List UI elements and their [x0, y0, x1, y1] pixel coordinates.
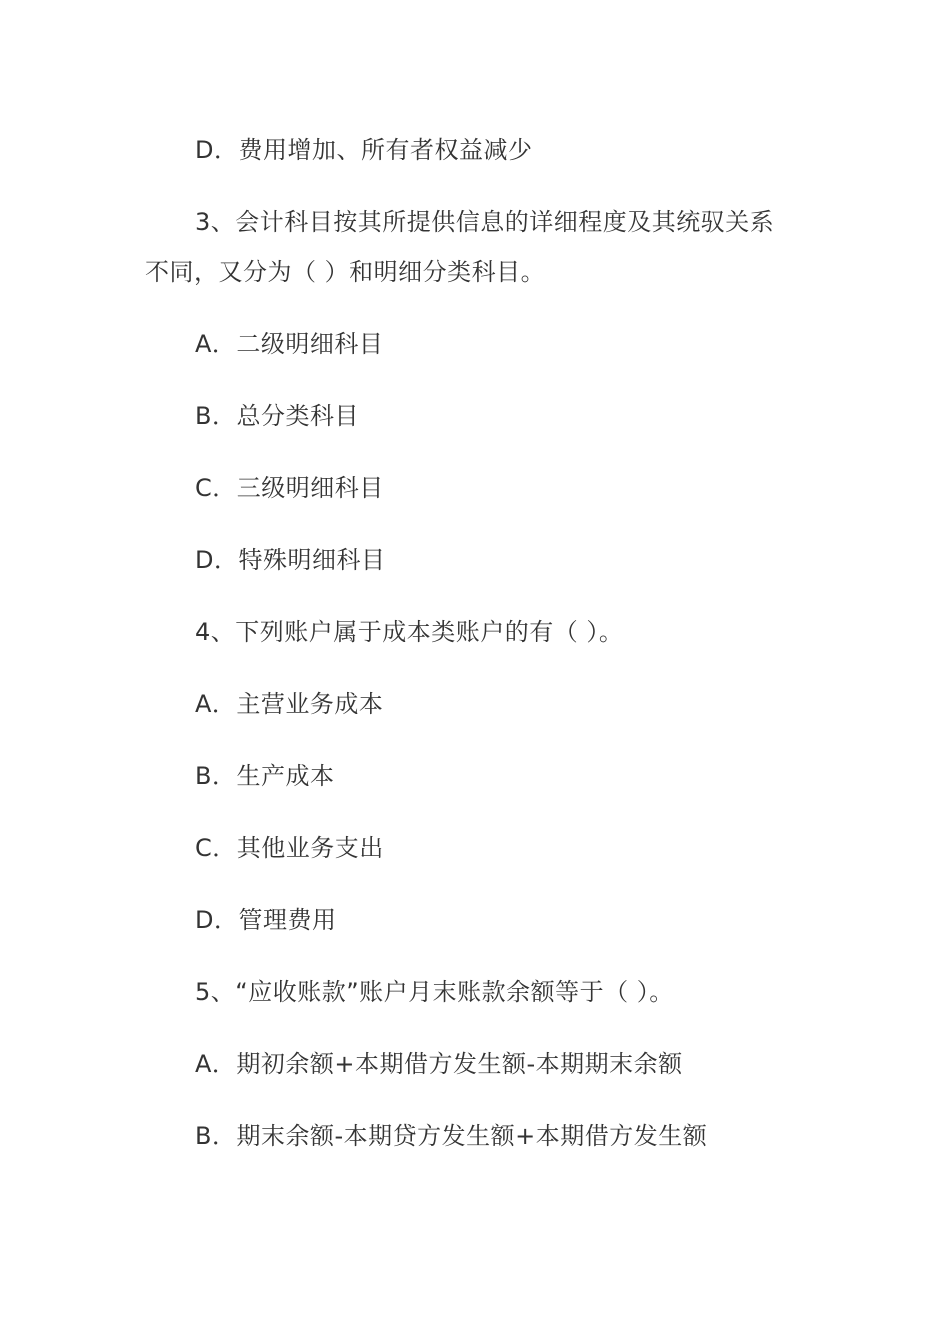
question-4: 4、下列账户属于成本类账户的有（ ）。 — [195, 618, 624, 646]
option-a-q4: A．主营业务成本 — [195, 690, 384, 718]
option-b-q4: B．生产成本 — [195, 762, 335, 790]
option-a-q5: A．期初余额+本期借方发生额-本期期末余额 — [195, 1050, 683, 1078]
option-d-q2: D．费用增加、所有者权益减少 — [195, 136, 533, 164]
option-d-q3: D．特殊明细科目 — [195, 546, 386, 574]
option-c-q3: C．三级明细科目 — [195, 474, 384, 502]
question-5: 5、“应收账款”账户月末账款余额等于（ ）。 — [195, 978, 674, 1006]
option-a-q3: A．二级明细科目 — [195, 330, 384, 358]
option-b-q3: B．总分类科目 — [195, 402, 359, 430]
question-3-line-2: 不同，又分为（ ）和明细分类科目。 — [145, 258, 546, 286]
option-c-q4: C．其他业务支出 — [195, 834, 384, 862]
option-b-q5: B．期末余额-本期贷方发生额+本期借方发生额 — [195, 1122, 708, 1150]
option-d-q4: D．管理费用 — [195, 906, 337, 934]
question-3-line-1: 3、会计科目按其所提供信息的详细程度及其统驭关系 — [195, 208, 775, 236]
